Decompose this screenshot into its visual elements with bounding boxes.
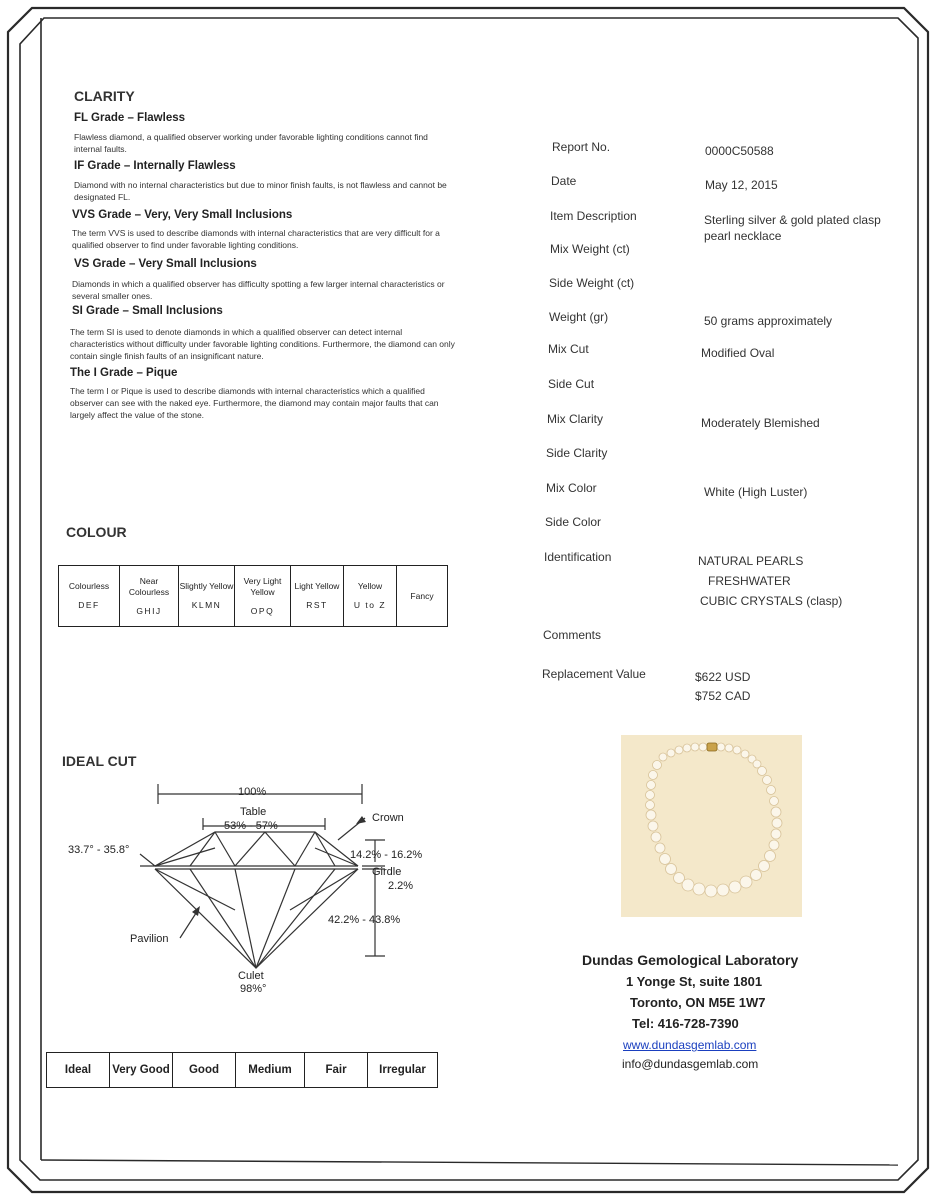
field-mix-cut-label: Mix Cut [548,342,589,356]
grade-si-title: SI Grade – Small Inclusions [72,305,223,317]
colour-cell-slightly-yellow: Slightly Yellow KLMN [179,566,235,627]
field-mix-clarity-label: Mix Clarity [547,412,603,426]
field-identification-label: Identification [544,550,612,564]
field-side-clarity-label: Side Clarity [546,446,608,460]
crown-angle-label: 33.7° - 35.8° [68,844,130,856]
pavilion-depth-label: 42.2% - 43.8% [328,914,401,926]
identification-line-1: NATURAL PEARLS [698,554,804,568]
colour-cell-light-yellow: Light Yellow RST [291,566,344,627]
clarity-heading: CLARITY [74,88,135,104]
field-side-color-label: Side Color [545,515,602,529]
replacement-value-cad: $752 CAD [695,689,751,703]
total-width-label: 100% [238,786,267,798]
cut-grade-fair: Fair [305,1053,368,1088]
grade-fl-desc: Flawless diamond, a qualified observer working under favorable lighting conditions cannot find internal faults. [74,132,428,154]
colour-cell-yellow: Yellow U to Z [344,566,397,627]
field-weight-label: Weight (gr) [549,310,609,324]
field-side-cut-label: Side Cut [548,377,595,391]
culet-title-label: Culet [238,970,264,982]
girdle-label: 2.2% [388,880,414,892]
colour-heading: COLOUR [66,524,127,540]
colour-cell-fancy: Fancy [397,566,448,627]
culet-label: 98%° [240,983,267,995]
lab-website-link[interactable]: www.dundasgemlab.com [623,1038,757,1052]
colour-scale-table [58,565,448,627]
crown-height-label: 14.2% - 16.2% [350,849,423,861]
replacement-value-usd: $622 USD [695,670,751,684]
grade-si-desc: The term SI is used to denote diamonds in which a qualified observer can detect internal characteristics without difficulty under favorable lighting conditions. Furthermore, the diamond can only contain single finish faults of an insignificant nature. [70,327,455,361]
grade-fl-title: FL Grade – Flawless [74,112,186,124]
colour-cell-very-light-yellow: Very Light Yellow OPQ [235,566,291,627]
field-comments-label: Comments [543,628,602,642]
cut-grade-very-good: Very Good [110,1053,173,1088]
lab-email[interactable]: info@dundasgemlab.com [622,1057,759,1071]
cut-grade-irregular: Irregular [368,1053,438,1088]
field-date-label: Date [551,174,577,188]
cut-grade-ideal: Ideal [47,1053,110,1088]
lab-address-line-2: Toronto, ON M5E 1W7 [630,995,766,1010]
pearl-necklace-photo [621,735,802,917]
field-item-description-label: Item Description [550,209,637,223]
field-mix-cut-value: Modified Oval [701,346,775,360]
identification-line-3: CUBIC CRYSTALS (clasp) [700,594,843,608]
grade-if-title: IF Grade – Internally Flawless [74,160,236,172]
grade-vs-desc: Diamonds in which a qualified observer has difficulty spotting a few larger internal characteristics or several smaller ones. [72,279,445,301]
colour-cell-colourless: Colourless DEF [59,566,120,627]
field-report-no-value: 0000C50588 [705,144,774,158]
crown-label: Crown [372,812,404,824]
grade-i-desc: The term I or Pique is used to describe diamonds with internal characteristics which a qualified observer can see with the naked eye. Furthermore, the diamond may contain major faults that can largely affect the value of the stone. [70,386,439,420]
field-report-no-label: Report No. [552,140,611,154]
grade-vvs-desc: The term VVS is used to describe diamonds with internal characteristics that are very difficult for a qualified observer to find under favorable lighting conditions. [72,228,440,250]
grade-vvs-title: VVS Grade – Very, Very Small Inclusions [72,209,293,221]
cut-grade-good: Good [173,1053,236,1088]
lab-name: Dundas Gemological Laboratory [582,952,799,968]
field-mix-color-value: White (High Luster) [704,485,808,499]
cut-grade-table [46,1052,438,1088]
field-weight-value: 50 grams approximately [704,314,833,328]
lab-telephone: Tel: 416-728-7390 [632,1016,739,1031]
pavilion-label: Pavilion [130,933,169,945]
table-percent-label: 53% - 57% [224,820,278,832]
field-date-value: May 12, 2015 [705,178,778,192]
field-mix-color-label: Mix Color [546,481,597,495]
grade-i-title: The I Grade – Pique [70,367,178,379]
field-item-description-value: Sterling silver & gold plated clasp pearl necklace [704,213,881,243]
field-mix-clarity-value: Moderately Blemished [701,416,820,430]
cut-grade-medium: Medium [236,1053,305,1088]
grade-vs-title: VS Grade – Very Small Inclusions [74,258,257,270]
field-side-weight-label: Side Weight (ct) [549,276,635,290]
identification-line-2: FRESHWATER [708,574,791,588]
field-replacement-value-label: Replacement Value [542,667,646,681]
ideal-cut-heading: IDEAL CUT [62,753,137,769]
colour-cell-near-colourless: Near Colourless GHIJ [120,566,179,627]
lab-address-line-1: 1 Yonge St, suite 1801 [626,974,763,989]
field-mix-weight-label: Mix Weight (ct) [550,242,630,256]
table-title-label: Table [240,806,267,818]
grade-if-desc: Diamond with no internal characteristics but due to minor finish faults, is not flawless and cannot be designated FL. [74,180,447,202]
girdle-title-label: Girdle [372,866,402,878]
